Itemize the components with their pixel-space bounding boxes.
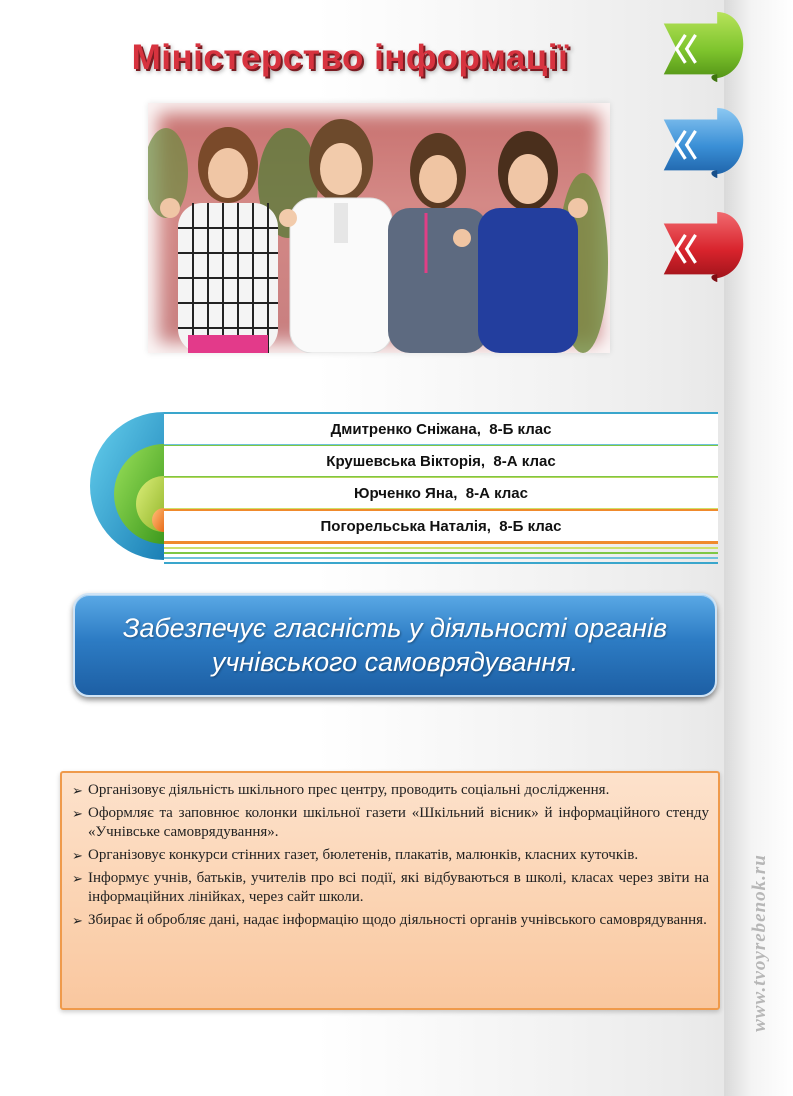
arrow-bullet-icon: ➢ — [72, 913, 83, 928]
duty-item: ➢ Збирає й обробляє дані, надає інформацію щодо діяльності органів учнівського самоврядування. — [72, 912, 707, 928]
member-row: Погорельська Наталія, 8-Б клас — [164, 509, 718, 543]
duty-item: ➢ Інформує учнів, батьків, учителів про всі події, які відбуваються в школі, класах через звіти на інформаційних лінійках, через сайт школи. — [72, 870, 709, 905]
ribbon-red — [641, 212, 766, 282]
arrow-bullet-icon: ➢ — [72, 783, 83, 798]
member-row: Крушевська Вікторія, 8-А клас — [164, 445, 718, 478]
duty-item: ➢ Організовує діяльність шкільного прес центру, проводить соціальні дослідження. — [72, 782, 610, 798]
duties-list — [72, 781, 709, 930]
page-title: Міністерство інформації — [131, 38, 569, 77]
arrow-bullet-icon: ➢ — [72, 806, 83, 821]
ribbon-blue — [641, 108, 766, 178]
group-photo — [148, 103, 610, 353]
mission-text: Забезпечує гласність у діяльності органів учнівського самоврядування. — [122, 613, 668, 677]
arrow-bullet-icon: ➢ — [72, 871, 83, 886]
duty-item: ➢ Оформляє та заповнює колонки шкільної газети «Шкільний вісник» й інформаційного стенду «Учнівське самоврядування». — [72, 805, 709, 840]
duty-item: ➢ Організовує конкурси стінних газет, бюлетенів, плакатів, малюнків, класних куточків. — [72, 847, 639, 863]
member-row: Дмитренко Сніжана, 8-Б клас — [164, 412, 718, 446]
member-row: Юрченко Яна, 8-А клас — [164, 477, 718, 510]
duties-box — [60, 771, 720, 1010]
arrow-bullet-icon: ➢ — [72, 848, 83, 863]
mission-banner — [73, 593, 717, 697]
watermark: www.tvoyrebenok.ru — [749, 854, 770, 1032]
ribbon-green — [641, 12, 766, 82]
